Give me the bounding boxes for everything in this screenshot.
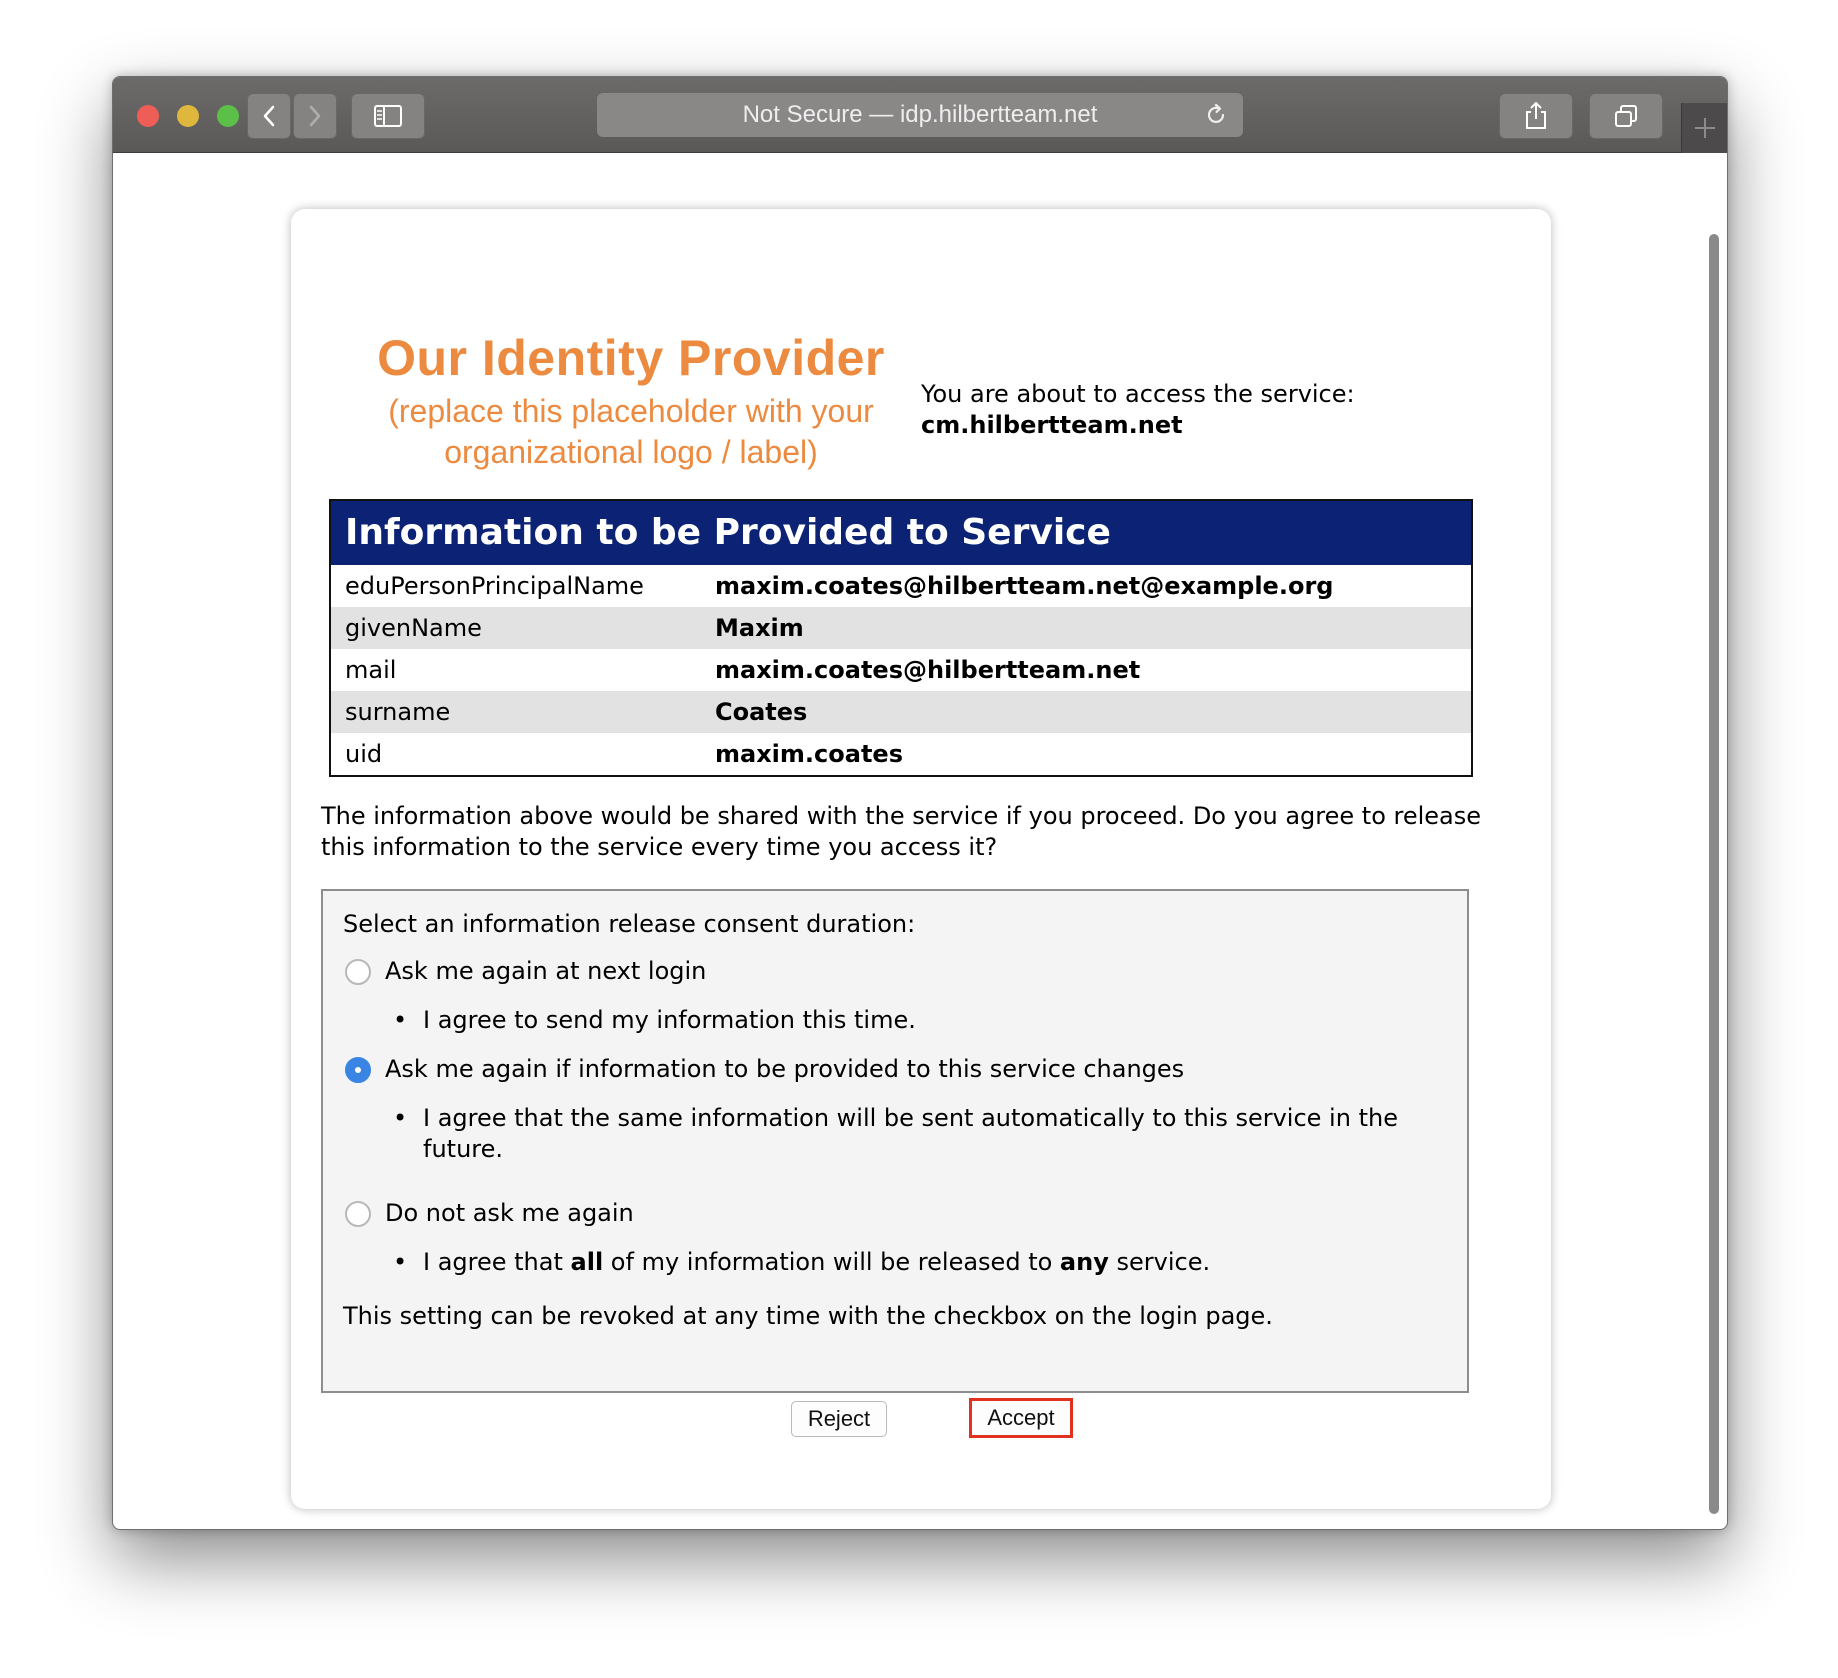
consent-footer: This setting can be revoked at any time with the checkbox on the login page. <box>343 1302 1273 1330</box>
attribute-name: uid <box>345 740 383 768</box>
bullet-icon: • <box>393 1248 408 1276</box>
attribute-name: mail <box>345 656 397 684</box>
attribute-value: Coates <box>715 698 808 726</box>
title-bar <box>113 77 1727 153</box>
chevron-left-icon <box>261 104 277 128</box>
attribute-table <box>329 499 1473 777</box>
close-window-button[interactable] <box>137 105 159 127</box>
table-row <box>331 733 1471 775</box>
detail-text: of my information will be released to <box>603 1248 1060 1276</box>
detail-emphasis-any: any <box>1059 1248 1109 1276</box>
release-question: The information above would be shared with the service if you proceed. Do you agree to release this information to the service every time you access it? <box>321 802 1482 861</box>
service-info <box>921 379 1355 441</box>
address-text: Not Secure — idp.hilbertteam.net <box>742 101 1098 128</box>
radio-do-not-ask[interactable] <box>345 1201 371 1227</box>
option-detail-ask-next-login: I agree to send my information this time. <box>423 1006 916 1034</box>
attribute-table-heading: Information to be Provided to Service <box>331 501 1471 565</box>
table-row <box>331 607 1471 649</box>
attribute-name: surname <box>345 698 451 726</box>
attribute-name: eduPersonPrincipalName <box>345 572 644 600</box>
share-button[interactable] <box>1499 93 1573 139</box>
attribute-value: Maxim <box>715 614 804 642</box>
tab-overview-button[interactable] <box>1589 93 1663 139</box>
reject-button[interactable]: Reject <box>791 1401 887 1437</box>
option-detail-ask-if-changes: I agree that the same information will be sent automatically to this service in the future. <box>423 1104 1398 1163</box>
radio-ask-next-login[interactable] <box>345 959 371 985</box>
chevron-right-icon <box>307 104 323 128</box>
service-host: cm.hilbertteam.net <box>921 411 1183 439</box>
attribute-value: maxim.coates@hilbertteam.net <box>715 656 1141 684</box>
attribute-name: givenName <box>345 614 482 642</box>
logo-title: Our Identity Provider <box>377 330 885 386</box>
consent-duration-box <box>321 889 1469 1393</box>
bullet-icon: • <box>393 1104 408 1132</box>
tabs-icon <box>1612 103 1640 129</box>
sidebar-toggle-button[interactable] <box>351 93 425 139</box>
organization-logo <box>291 329 971 473</box>
logo-subtitle-line2: organizational logo / label) <box>444 434 818 470</box>
option-label-ask-next-login[interactable]: Ask me again at next login <box>385 957 707 985</box>
radio-ask-if-changes[interactable] <box>345 1057 371 1083</box>
address-bar[interactable] <box>597 93 1243 137</box>
table-row <box>331 565 1471 607</box>
share-icon <box>1523 101 1549 131</box>
detail-text: service. <box>1108 1248 1211 1276</box>
option-label-do-not-ask[interactable]: Do not ask me again <box>385 1199 634 1227</box>
zoom-window-button[interactable] <box>217 105 239 127</box>
consent-prompt: Select an information release consent duration: <box>343 910 916 938</box>
option-detail-do-not-ask <box>423 1247 1443 1278</box>
bullet-icon: • <box>393 1006 408 1034</box>
table-row <box>331 649 1471 691</box>
sidebar-icon <box>373 104 403 128</box>
browser-window <box>112 76 1728 1530</box>
vertical-scrollbar[interactable] <box>1709 234 1719 1514</box>
back-button[interactable] <box>247 93 291 139</box>
minimize-window-button[interactable] <box>177 105 199 127</box>
attribute-value: maxim.coates <box>715 740 903 768</box>
option-label-ask-if-changes[interactable]: Ask me again if information to be provided to this service changes <box>385 1055 1185 1083</box>
service-intro: You are about to access the service: <box>921 380 1355 408</box>
logo-subtitle-line1: (replace this placeholder with your <box>388 393 874 429</box>
forward-button[interactable] <box>293 93 337 139</box>
detail-text: I agree that <box>423 1248 571 1276</box>
accept-button[interactable]: Accept <box>969 1398 1073 1438</box>
plus-icon <box>1693 116 1717 140</box>
table-row <box>331 691 1471 733</box>
detail-emphasis-all: all <box>570 1248 604 1276</box>
reload-icon[interactable] <box>1203 102 1229 128</box>
new-tab-button[interactable] <box>1681 103 1728 153</box>
attribute-value: maxim.coates@hilbertteam.net@example.org <box>715 572 1334 600</box>
consent-card <box>291 209 1551 1509</box>
